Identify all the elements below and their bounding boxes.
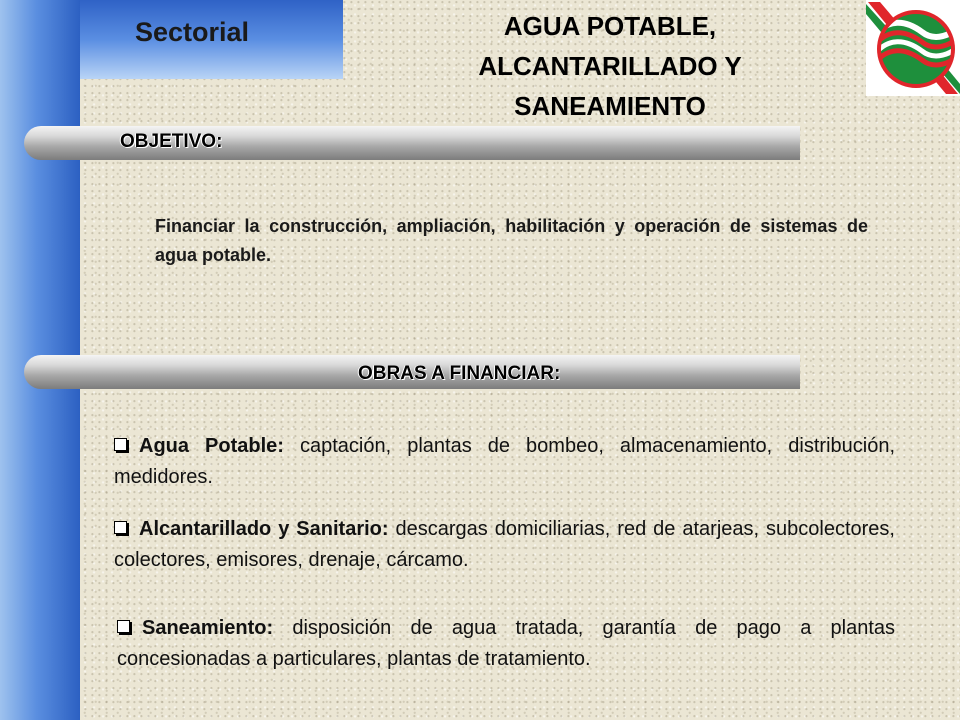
works-heading: OBRAS A FINANCIAR:: [358, 363, 561, 384]
sectorial-label: Sectorial: [134, 17, 250, 47]
institution-logo-icon: [866, 0, 960, 96]
works-item-title: Alcantarillado y Sanitario:: [139, 518, 389, 540]
logo: [866, 0, 960, 96]
title-line-3: SANEAMIENTO: [514, 91, 706, 121]
checkbox-bullet-icon: [117, 620, 130, 633]
works-item-text: disposición de agua tratada, garantía de pago a plantas concesionadas a particulares, plantas de tratamiento.: [117, 617, 895, 670]
works-item-text: descargas domiciliarias, red de atarjeas, subcolectores, colectores, emisores, drenaje, cárcamo.: [114, 518, 895, 571]
works-item-text: captación, plantas de bombeo, almacenamiento, distribución, medidores.: [114, 435, 896, 488]
works-item-alcantarillado: [114, 514, 895, 576]
page-title: [420, 6, 800, 126]
title-line-2: ALCANTARILLADO Y: [478, 51, 742, 81]
works-item-title: Agua Potable:: [139, 435, 284, 457]
title-line-1: AGUA POTABLE,: [503, 11, 717, 41]
works-item-saneamiento: [117, 613, 895, 675]
works-item-title: Saneamiento:: [142, 617, 274, 639]
works-item-agua-potable: [114, 431, 895, 493]
objective-text: Financiar la construcción, ampliación, habilitación y operación de sistemas de agua potable.: [155, 216, 868, 265]
objective-heading: OBJETIVO:: [120, 131, 223, 152]
checkbox-bullet-icon: [114, 438, 127, 451]
checkbox-bullet-icon: [114, 521, 127, 534]
